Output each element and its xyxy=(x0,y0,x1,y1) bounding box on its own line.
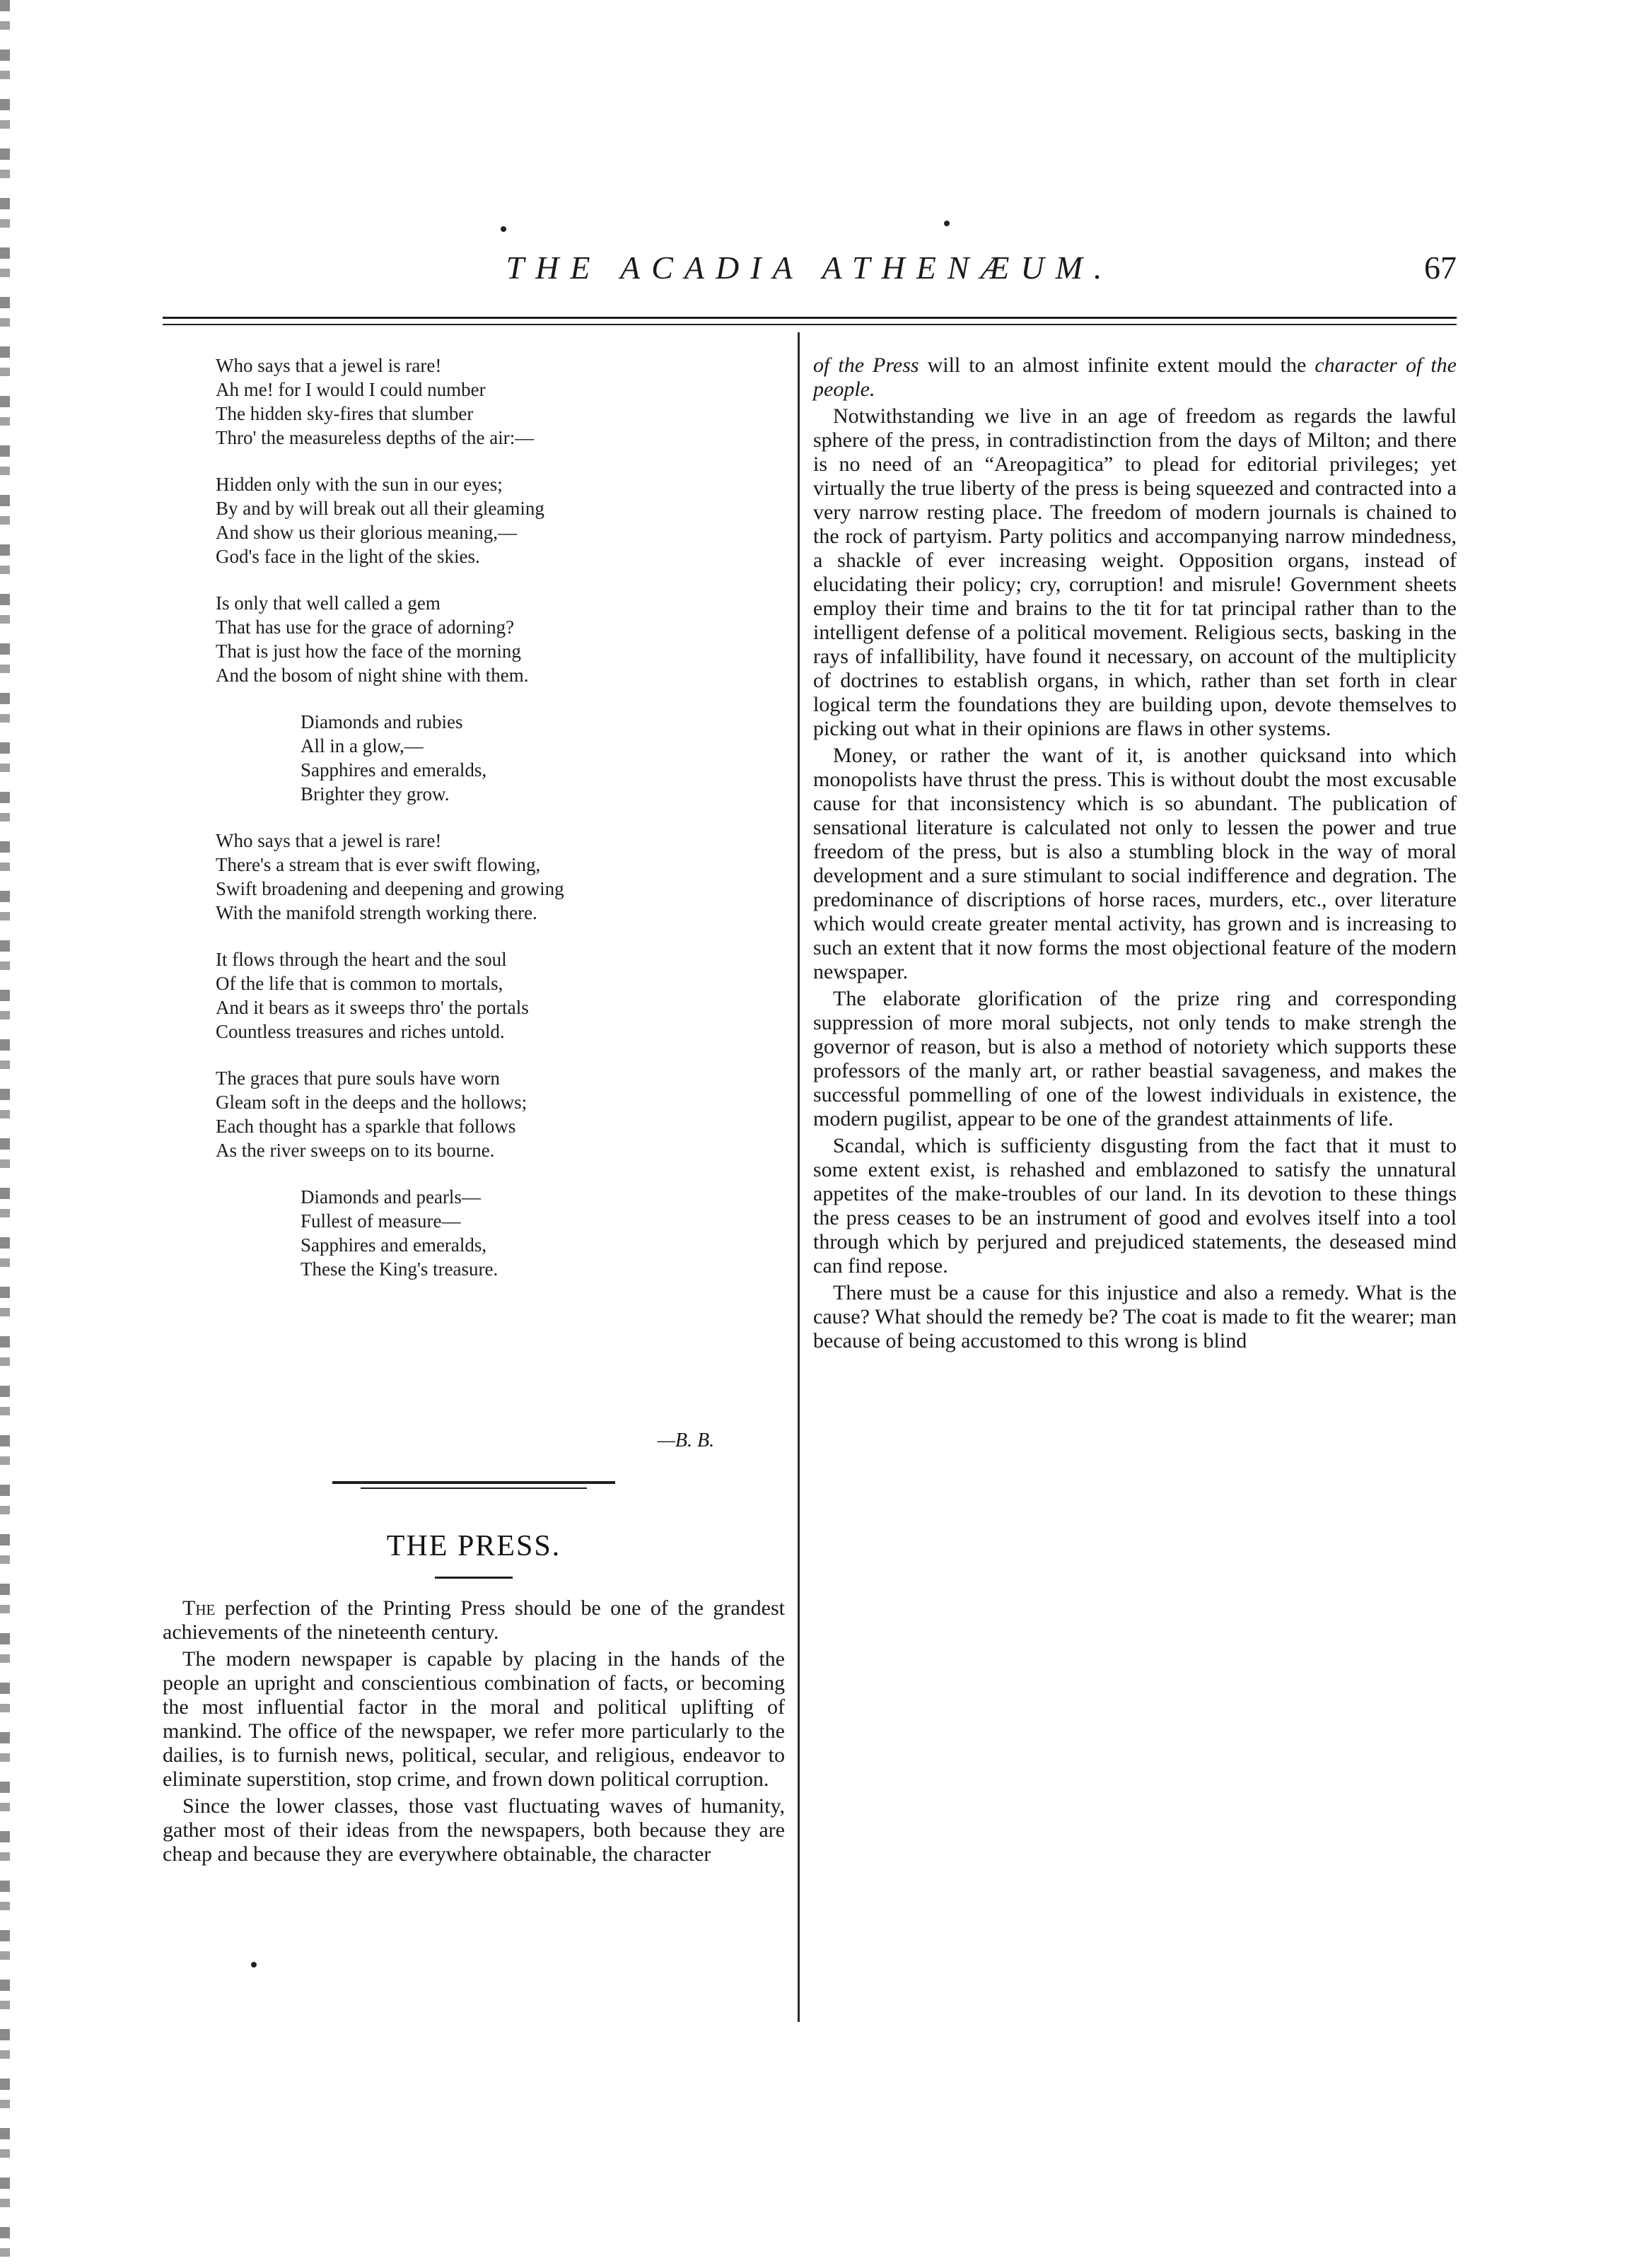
poem xyxy=(216,353,767,1304)
print-speck xyxy=(501,226,506,232)
page-header xyxy=(163,249,1457,312)
running-title: THE ACADIA ATHENÆUM. xyxy=(506,250,1114,286)
left-column xyxy=(163,353,785,2050)
poem-line: By and by will break out all their gleaming xyxy=(216,498,544,519)
poem-refrain xyxy=(216,1185,767,1281)
poem-line: Diamonds and rubies xyxy=(301,711,463,732)
poem-line: The hidden sky-fires that slumber xyxy=(216,403,474,424)
paragraph-text: The modern newspaper is capable by placing in the hands of the people an upright and conscientious combination of facts, or becoming the most influential factor in the moral and political uplifting of mankind. The office of the newspaper, we refer more particularly to the dailies, is to furnish news, political, secular, and religious, endeavor to eliminate superstition, stop crime, and frown down political corruption. xyxy=(163,1647,785,1791)
poem-line: As the river sweeps on to its bourne. xyxy=(216,1140,495,1161)
poem-line: Sapphires and emeralds, xyxy=(301,1234,487,1256)
poem-line: That has use for the grace of adorning? xyxy=(216,616,515,638)
poem-line: Hidden only with the sun in our eyes; xyxy=(216,474,503,495)
article-paragraph: The elaborate glorification of the prize ring and corresponding suppression of more moral subjects, not only tends to make strengh the governor of reason, but is also a method of notoriety which supports these professors of the manly art, or rather beastial savageness, and makes the successful pommelling of one of the lowest individuals in existence, the modern pugilist, appear to be one of the grandest attainments of life. xyxy=(813,987,1457,1130)
poem-line: All in a glow,— xyxy=(301,735,424,756)
poem-line: Who says that a jewel is rare! xyxy=(216,355,442,376)
poem-line: Swift broadening and deepening and growing xyxy=(216,878,564,899)
poem-stanza xyxy=(216,947,767,1044)
poem-stanza xyxy=(216,829,767,925)
section-divider xyxy=(332,1481,615,1484)
poem-line: With the manifold strength working there. xyxy=(216,902,537,923)
article-title: THE PRESS. xyxy=(386,1530,561,1562)
poem-line: And it bears as it sweeps thro' the portals xyxy=(216,997,529,1018)
poem-line: Each thought has a sparkle that follows xyxy=(216,1116,516,1137)
poem-line: And show us their glorious meaning,— xyxy=(216,522,517,543)
poem-line: These the King's treasure. xyxy=(301,1258,499,1280)
poem-line: Diamonds and pearls— xyxy=(301,1186,481,1208)
poem-line: There's a stream that is ever swift flowing, xyxy=(216,854,541,875)
poem-line: Ah me! for I would I could number xyxy=(216,379,486,400)
poem-line: Fullest of measure— xyxy=(301,1210,461,1232)
poem-line: Gleam soft in the deeps and the hollows; xyxy=(216,1092,527,1113)
poem-line: Of the life that is common to mortals, xyxy=(216,973,503,994)
article-paragraph-continuation: of the Press will to an almost infinite extent mould the character of the people. xyxy=(813,353,1457,401)
title-rule xyxy=(435,1577,513,1579)
section-divider-thin xyxy=(361,1487,587,1489)
poem-line: Thro' the measureless depths of the air:— xyxy=(216,427,535,448)
article-paragraph: There must be a cause for this injustice and also a remedy. What is the cause? What should the remedy be? The coat is made to fit the wearer; man because of being accustomed to this wrong is blind xyxy=(813,1281,1457,1352)
poem-line: God's face in the light of the skies. xyxy=(216,546,480,567)
poem-line: It flows through the heart and the soul xyxy=(216,949,507,970)
poem-stanza xyxy=(216,1066,767,1162)
poem-stanza xyxy=(216,472,767,568)
paragraph-lead: The xyxy=(182,1596,216,1620)
poem-line: The graces that pure souls have worn xyxy=(216,1068,500,1089)
poem-line: Is only that well called a gem xyxy=(216,592,441,614)
article-paragraph: Money, or rather the want of it, is another quicksand into which monopolists have thrust the press. This is without doubt the most excusable cause for that inconsistency which is so abundant. The publication of sensational literature is calculated not only to lessen the power and true freedom of the press, but is also a stumbling block in the way of moral development and a sure stimulant to social indifference and degration. The predominance of discriptions of horse races, murders, etc., over literature which would create greater mental activity, has grown and is increasing to such an extent that it now forms the most objectional feature of the modern newspaper. xyxy=(813,744,1457,983)
paragraph-text: perfection of the Printing Press should be one of the grandest achievements of the nineteenth century. xyxy=(163,1596,785,1644)
header-rule-bottom xyxy=(163,324,1457,325)
page-binding-edge xyxy=(0,0,10,2268)
article-paragraph xyxy=(163,1647,785,1791)
poem-signature: —B. B. xyxy=(658,1430,715,1451)
poem-line: Who says that a jewel is rare! xyxy=(216,830,442,851)
poem-stanza xyxy=(216,353,767,450)
poem-line: Countless treasures and riches untold. xyxy=(216,1021,505,1042)
poem-line: Sapphires and emeralds, xyxy=(301,759,487,781)
header-rule-top xyxy=(163,317,1457,319)
right-paragraphs xyxy=(813,404,1457,1353)
page-number: 67 xyxy=(1424,250,1457,286)
article-paragraph xyxy=(163,1596,785,1644)
poem-line: That is just how the face of the morning xyxy=(216,641,521,662)
paragraph-text: Since the lower classes, those vast fluctuating waves of humanity, gather most of their ideas from the newspapers, both because they are cheap and because they are everywhere obtainable, the character xyxy=(163,1794,785,1866)
article-paragraph: Notwithstanding we live in an age of freedom as regards the lawful sphere of the press, in contradistinction from the days of Milton; and there is no need of an “Areopagitica” to plead for editorial privileges; yet virtually the true liberty of the press is being squeezed and contracted into a very narrow resting place. The freedom of modern journals is chained to the rock of partyism. Party politics and accompanying narrow mindedness, a shackle of ever increasing weight. Opposition organs, instead of elucidating their policy; cry, corruption! and misrule! Government sheets employ their time and brains to the tit for tat principal rather than to the intelligent defense of a political movement. Religious sects, basking in the rays of infallibility, have found it necessary, on account of the multiplicity of doctrines to establish organs, in which, rather than set forth in clear logical term the foundations they are building upon, devote themselves to picking out what in their opinions are flaws in other systems. xyxy=(813,404,1457,740)
poem-stanza xyxy=(216,591,767,687)
right-column xyxy=(813,353,1457,2050)
article-body-right xyxy=(813,353,1457,1356)
print-speck xyxy=(944,221,950,226)
column-divider xyxy=(798,332,800,2022)
poem-line: And the bosom of night shine with them. xyxy=(216,665,529,686)
article-paragraph: Scandal, which is sufficienty disgusting from the fact that it must to some extent exist, is rehashed and emblazoned to satisfy the unnatural appetites of the make-troubles of our land. In its devotion to these things the press ceases to be an instrument of good and evolves itself into a tool through which by perjured and prejudiced statements, the deseased mind can find repose. xyxy=(813,1134,1457,1278)
article-body-left xyxy=(163,1596,785,1869)
poem-line: Brighter they grow. xyxy=(301,783,450,805)
article-paragraph xyxy=(163,1794,785,1866)
poem-refrain xyxy=(216,710,767,806)
